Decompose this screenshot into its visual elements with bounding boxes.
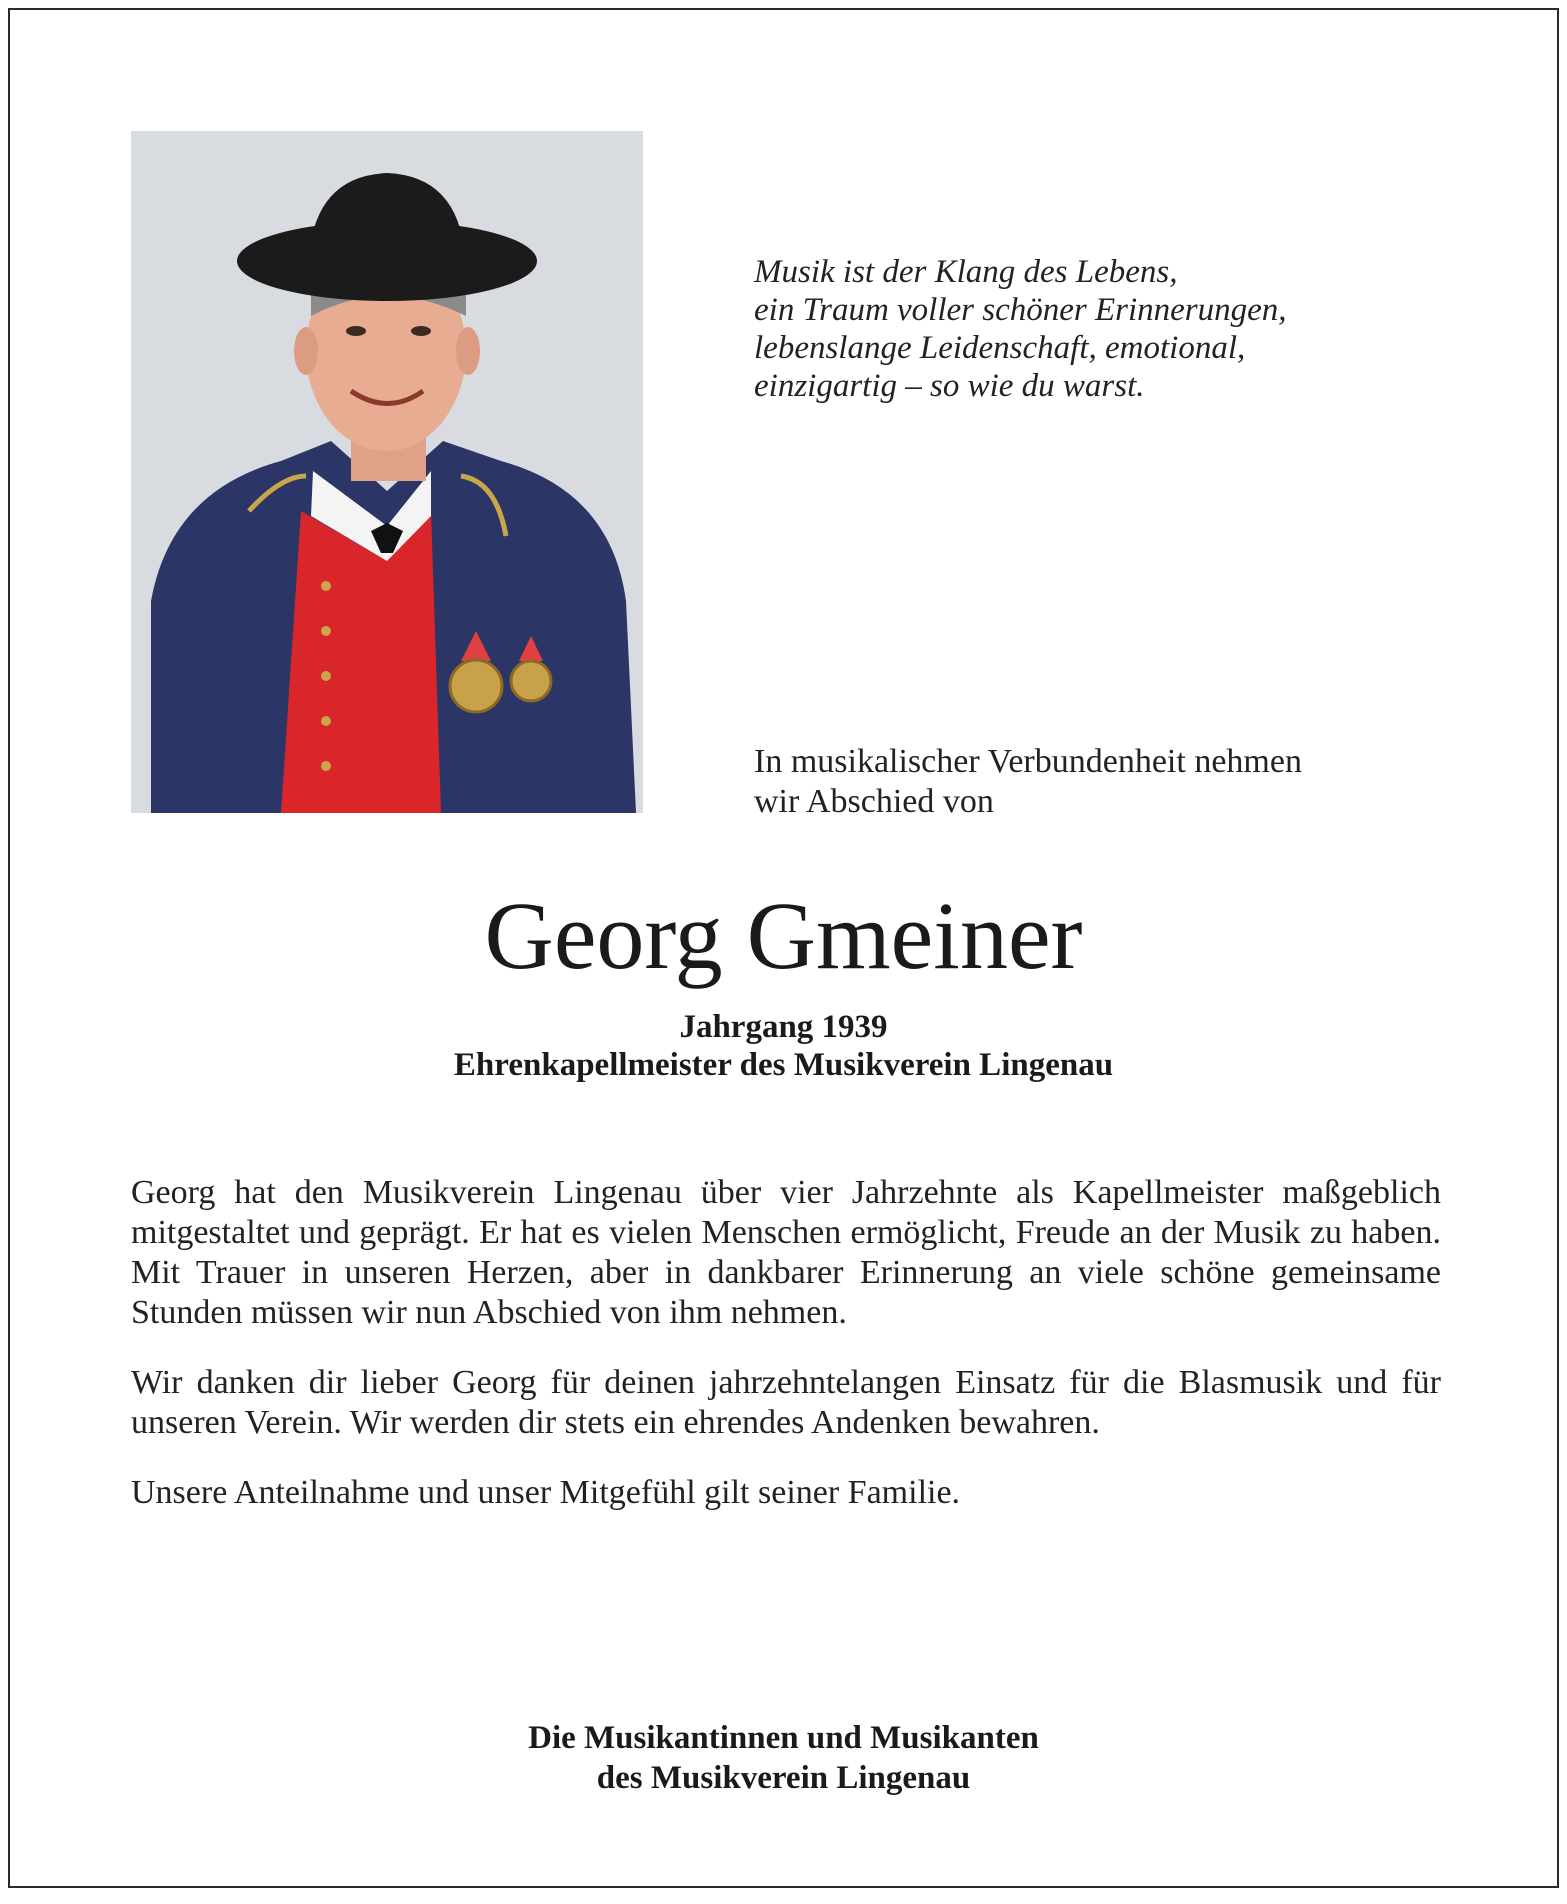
obituary-body (131, 1173, 1441, 1543)
obituary-page (8, 8, 1559, 1888)
quote-line: ein Traum voller schöner Erinnerungen, (754, 292, 1287, 328)
signature-line: Die Musikantinnen und Musikanten (528, 1720, 1039, 1756)
quote-line: Musik ist der Klang des Lebens, (754, 254, 1178, 290)
body-paragraph: Wir danken dir lieber Georg für deinen jahrzehntelangen Einsatz für die Blasmusik und für unseren Verein. Wir werden dir stets ein ehrendes Andenken bewahren. (131, 1364, 1441, 1441)
body-paragraph: Georg hat den Musikverein Lingenau über vier Jahrzehnte als Kapellmeister maßgeblich mitgestaltet und geprägt. Er hat es vielen Menschen ermöglicht, Freude an der Musik zu haben. Mit Trauer in unseren Herzen, aber in dankbarer Erinnerung an viele schöne gemeinsame Stunden müssen wir nun Abschied von ihm nehmen. (131, 1174, 1441, 1331)
signature-line: des Musikverein Lingenau (596, 1760, 971, 1796)
quote-line: lebenslange Leidenschaft, emotional, (754, 330, 1246, 366)
memorial-quote (754, 253, 1494, 405)
signature-block (10, 1718, 1557, 1798)
deceased-details (10, 1008, 1557, 1084)
deceased-name: Georg Gmeiner (484, 882, 1083, 989)
intro-line: wir Abschied von (754, 783, 994, 820)
intro-line: In musikalischer Verbundenheit nehmen (754, 743, 1302, 780)
portrait-photo (131, 131, 643, 813)
body-paragraph: Unsere Anteilnahme und unser Mitgefühl gilt seiner Familie. (131, 1474, 961, 1511)
birth-year: Jahrgang 1939 (679, 1009, 888, 1045)
honorary-title: Ehrenkapellmeister des Musikverein Lingenau (453, 1047, 1114, 1083)
quote-line: einzigartig – so wie du warst. (754, 368, 1145, 404)
farewell-intro (754, 742, 1514, 822)
portrait-illustration (131, 131, 643, 813)
